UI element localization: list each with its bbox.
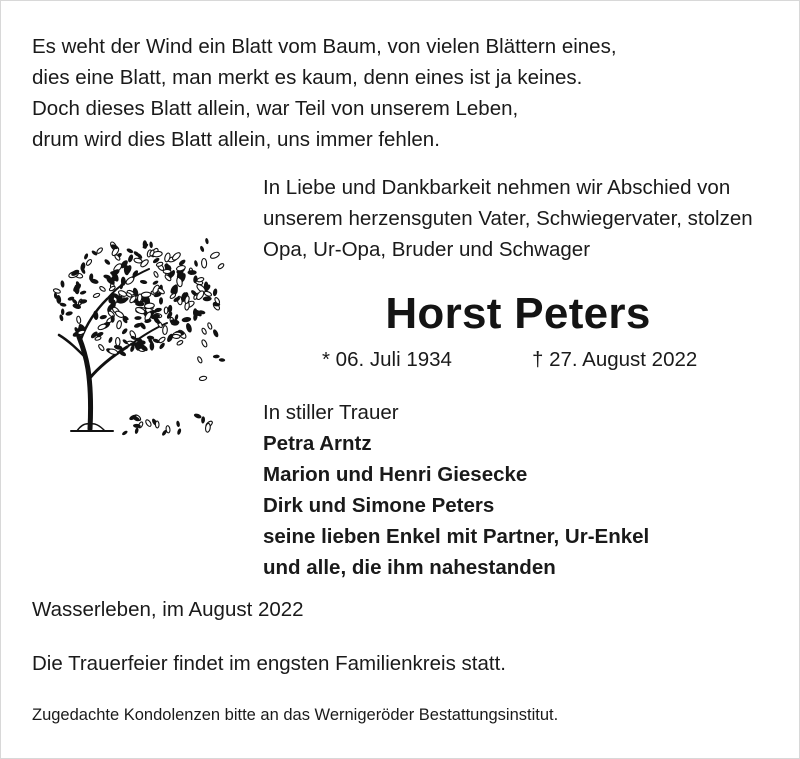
mourner-name: Dirk und Simone Peters [263, 494, 495, 517]
poem-line: drum wird dies Blatt allein, uns immer fehlen. [32, 128, 440, 151]
mourning-intro: In stiller Trauer [263, 401, 399, 424]
farewell-line: Opa, Ur-Opa, Bruder und Schwager [263, 238, 591, 261]
poem-line: Es weht der Wind ein Blatt vom Baum, von vielen Blättern eines, [32, 35, 617, 58]
poem [32, 31, 772, 155]
birth-date: * 06. Juli 1934 [322, 348, 452, 371]
condolence-note: Zugedachte Kondolenzen bitte an das Wernigeröder Bestattungsinstitut. [32, 706, 559, 724]
farewell-line: unserem herzensguten Vater, Schwiegervater, stolzen [263, 207, 753, 230]
farewell-line: In Liebe und Dankbarkeit nehmen wir Abschied von [263, 176, 731, 199]
poem-line: dies eine Blatt, man merkt es kaum, denn eines ist ja keines. [32, 66, 583, 89]
mourner-name: Marion und Henri Giesecke [263, 463, 528, 486]
farewell-text [263, 172, 783, 265]
mourners-list [263, 397, 783, 583]
mourner-name: seine lieben Enkel mit Partner, Ur-Enkel [263, 525, 650, 548]
funeral-note: Die Trauerfeier findet im engsten Familienkreis statt. [32, 652, 506, 675]
deceased-name: Horst Peters [385, 289, 651, 338]
mourner-name: und alle, die ihm nahestanden [263, 556, 556, 579]
poem-line: Doch dieses Blatt allein, war Teil von unserem Leben, [32, 97, 519, 120]
tree-illustration [41, 219, 231, 441]
mourner-name: Petra Arntz [263, 432, 372, 455]
place-date: Wasserleben, im August 2022 [32, 598, 304, 621]
death-date: † 27. August 2022 [532, 348, 698, 371]
